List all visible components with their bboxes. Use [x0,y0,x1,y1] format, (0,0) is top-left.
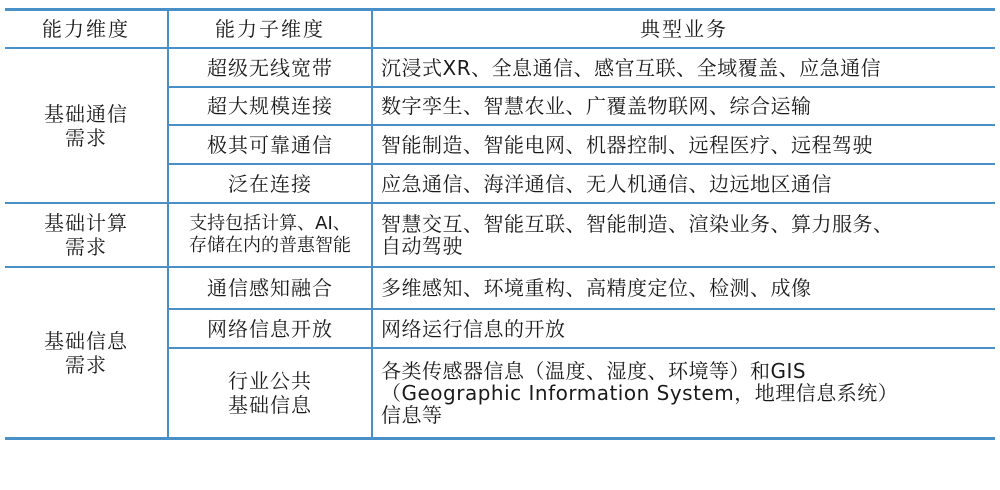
business-text-line3: 信息等 [381,403,443,427]
business-text-line1: 智慧交互、智能互联、智能制造、渲染业务、算力服务、 [381,212,894,236]
sub-dimension-cell [168,48,372,87]
sub-dimension-label-line1: 支持包括计算、AI、 [189,213,351,234]
capability-table-container [5,8,995,440]
sub-dimension-cell [168,309,372,348]
sub-dimension-label-line2: 基础信息 [228,393,312,417]
business-text: 智能制造、智能电网、机器控制、远程医疗、远程驾驶 [381,132,873,157]
business-cell [372,348,995,439]
business-cell [372,309,995,348]
header-sub-dimension: 能力子维度 [168,10,372,49]
business-text: 网络运行信息的开放 [381,316,566,341]
dimension-cell-information [5,267,168,439]
business-cell [372,203,995,267]
table-row [5,267,995,309]
business-text-line2: 自动驾驶 [381,234,463,258]
table-row [5,203,995,267]
business-text: 沉浸式XR、全息通信、感官互联、全域覆盖、应急通信 [381,55,882,80]
sub-dimension-label-line2: 存储在内的普惠智能 [189,235,351,256]
capability-table [5,8,995,440]
business-cell [372,48,995,87]
business-text-line2: （Geographic Information System，地理信息系统） [381,381,899,405]
dimension-label: 基础信息需求 [44,328,128,377]
business-text: 应急通信、海洋通信、无人机通信、边远地区通信 [381,171,832,196]
business-text: 多维感知、环境重构、高精度定位、检测、成像 [381,276,812,300]
sub-dimension-cell [168,348,372,439]
business-cell [372,267,995,309]
sub-dimension-label-line1: 行业公共 [228,369,312,393]
dimension-cell-communication [5,48,168,203]
dimension-label: 基础通信需求 [44,101,128,150]
sub-dimension-cell [168,164,372,203]
sub-dimension-cell [168,203,372,267]
dimension-cell-computing [5,203,168,267]
table-header-row [5,10,995,49]
sub-dimension-cell [168,87,372,125]
business-text: 数字孪生、智慧农业、广覆盖物联网、综合运输 [381,94,812,118]
header-dimension: 能力维度 [5,10,168,49]
sub-dimension-cell [168,125,372,164]
sub-dimension-label: 超大规模连接 [207,94,333,118]
sub-dimension-label: 泛在连接 [228,171,312,196]
sub-dimension-cell [168,267,372,309]
business-text-line1: 各类传感器信息（温度、湿度、环境等）和GIS [381,359,807,383]
business-cell [372,164,995,203]
sub-dimension-label: 通信感知融合 [207,276,333,300]
business-cell [372,87,995,125]
table-row [5,48,995,87]
business-cell [372,125,995,164]
sub-dimension-label: 极其可靠通信 [207,132,333,157]
dimension-label: 基础计算需求 [44,211,128,259]
header-typical-business: 典型业务 [372,10,995,49]
sub-dimension-label: 网络信息开放 [207,316,333,341]
sub-dimension-label: 超级无线宽带 [207,55,333,80]
